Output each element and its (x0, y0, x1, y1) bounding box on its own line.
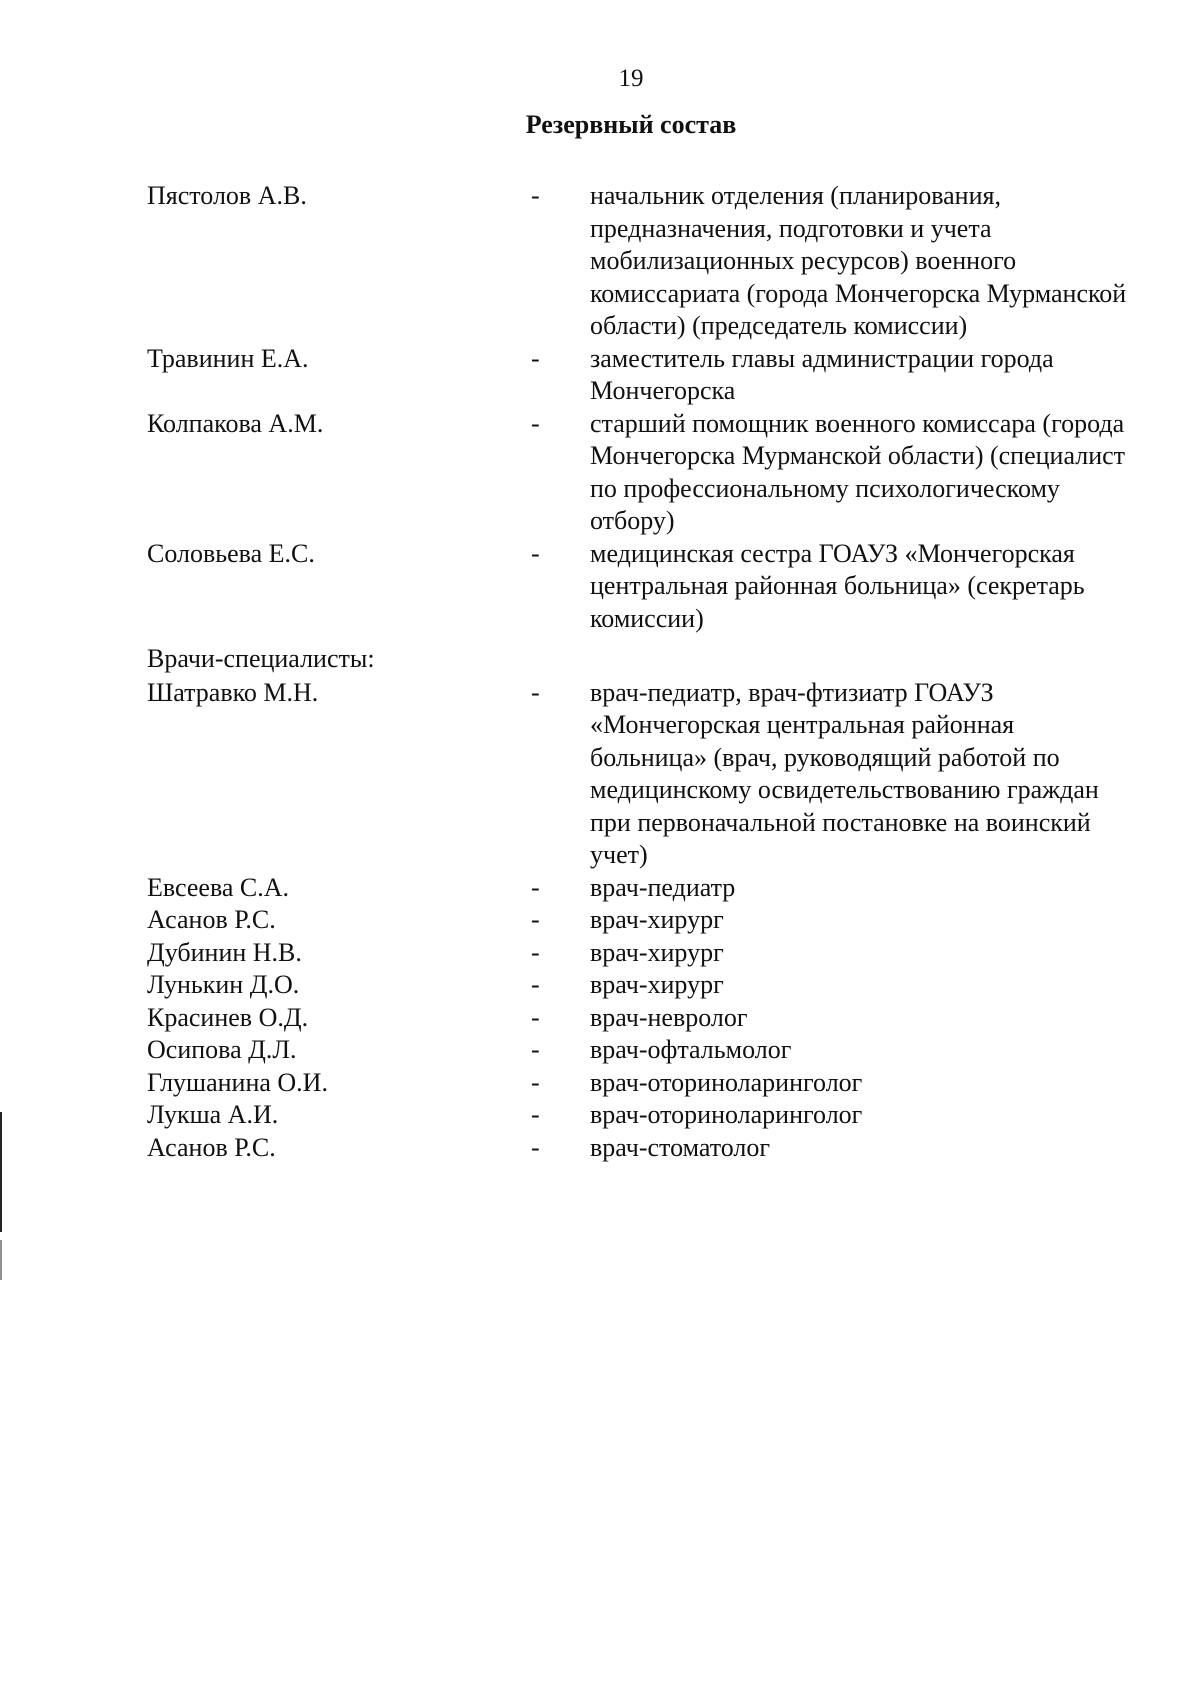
separator-dash: - (531, 937, 540, 967)
separator-dash: - (531, 1002, 540, 1032)
specialist-name: Евсеева С.А. (147, 872, 290, 902)
member-role: медицинская сестра ГОАУЗ «Мончегорская центральная районная больница» (секретарь комиссии) (590, 538, 1085, 633)
member-role: начальник отделения (планирования, предназначения, подготовки и учета мобилизационных ресурсов) военного комиссариата (города Мончегорска Мурманской области) (председатель комиссии) (590, 181, 1127, 340)
member-name: Соловьева Е.С. (147, 538, 315, 568)
member-row (0, 408, 1200, 538)
member-role: старший помощник военного комиссара (города Мончегорска Мурманской области) (специалист по профессиональному психологическому отбору) (590, 408, 1126, 535)
specialist-name: Лукша А.И. (147, 1100, 279, 1129)
specialist-row (0, 904, 1200, 937)
page-number: 19 (618, 65, 644, 92)
specialist-name: Красинев О.Д. (147, 1002, 309, 1032)
members-list (0, 180, 1200, 1164)
specialist-role: врач-оториноларинголог (590, 1100, 863, 1129)
separator-dash: - (531, 1067, 540, 1097)
member-role: заместитель главы администрации города Мончегорска (590, 343, 1054, 405)
specialists-label: Врачи-специалисты: (147, 644, 375, 673)
specialist-row (0, 677, 1200, 872)
member-row (0, 538, 1200, 636)
member-name: Колпакова А.М. (147, 408, 324, 438)
member-name: Травинин Е.А. (147, 343, 309, 373)
scan-edge-mark (0, 1240, 2, 1280)
specialist-name: Лунькин Д.О. (147, 970, 300, 999)
separator-dash: - (531, 970, 540, 999)
separator-dash: - (531, 408, 540, 438)
specialist-role: врач-хирург (590, 905, 724, 934)
separator-dash: - (531, 343, 540, 373)
page-title: Резервный состав (525, 110, 737, 139)
specialist-role: врач-невролог (590, 1002, 748, 1032)
specialist-row (0, 1034, 1200, 1067)
member-row (0, 343, 1200, 408)
specialist-role: врач-офтальмолог (590, 1035, 792, 1064)
specialist-row (0, 969, 1200, 1002)
specialist-name: Асанов Р.С. (147, 905, 276, 934)
separator-dash: - (531, 1100, 540, 1129)
specialist-row (0, 1132, 1200, 1165)
specialist-name: Асанов Р.С. (147, 1132, 276, 1162)
separator-dash: - (531, 1132, 540, 1162)
specialist-role: врач-педиатр (590, 872, 736, 902)
specialist-role: врач-хирург (590, 937, 724, 967)
specialist-row (0, 937, 1200, 970)
specialist-name: Осипова Д.Л. (147, 1035, 297, 1064)
specialist-row (0, 872, 1200, 905)
specialist-role: врач-хирург (590, 970, 724, 999)
specialist-row (0, 1002, 1200, 1035)
specialist-role: врач-стоматолог (590, 1132, 771, 1162)
separator-dash: - (531, 905, 540, 934)
specialist-row (0, 1067, 1200, 1100)
specialist-name: Дубинин Н.В. (147, 937, 302, 967)
specialist-row (0, 1099, 1200, 1132)
separator-dash: - (531, 181, 540, 210)
separator-dash: - (531, 677, 540, 707)
specialist-name: Глушанина О.И. (147, 1067, 328, 1097)
specialist-role: врач-оториноларинголог (590, 1067, 863, 1097)
separator-dash: - (531, 872, 540, 902)
specialist-name: Шатравко М.Н. (147, 677, 319, 707)
separator-dash: - (531, 538, 540, 568)
member-row (0, 180, 1200, 343)
separator-dash: - (531, 1035, 540, 1064)
member-name: Пястолов А.В. (147, 181, 307, 210)
specialist-role: врач-педиатр, врач-фтизиатр ГОАУЗ «Мончегорская центральная районная больница» (врач, руководящий работой по медицинскому освидетельствованию граждан при первоначальной постановке на воинский учет) (590, 677, 1099, 869)
